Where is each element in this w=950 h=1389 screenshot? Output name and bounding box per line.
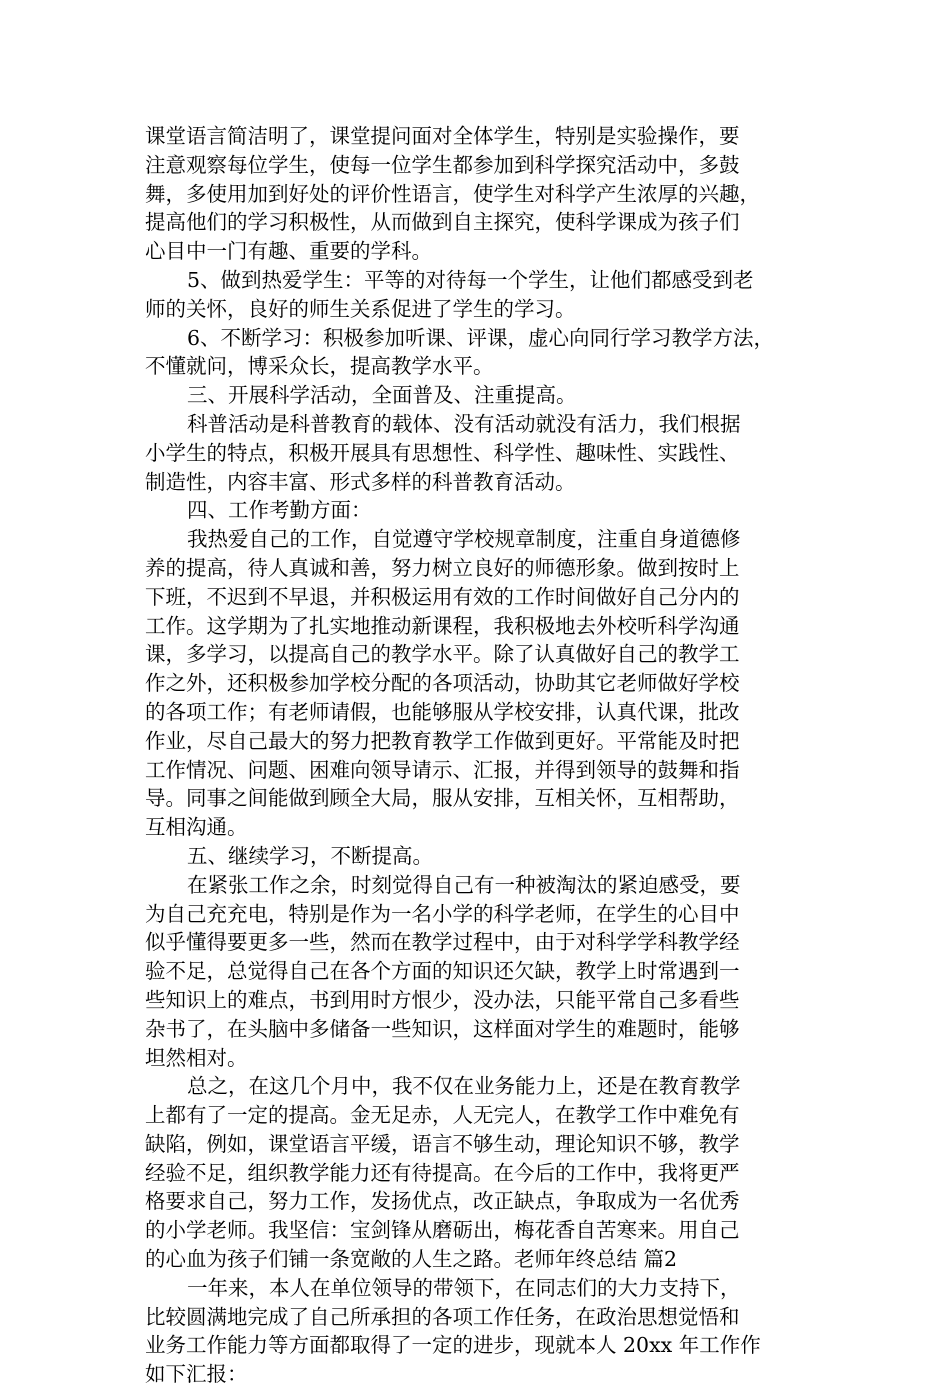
text-line: 总之，在这几个月中，我不仅在业务能力上，还是在教育教学: [187, 1074, 741, 1099]
text-line: 些知识上的难点，书到用时方恨少，没办法，只能平常自己多看些: [145, 987, 740, 1012]
text-line: 不懂就问，博采众长，提高教学水平。: [145, 354, 494, 379]
text-line: 五、继续学习，不断提高。: [187, 843, 433, 868]
text-line: 的各项工作；有老师请假，也能够服从学校安排，认真代课，批改: [145, 699, 740, 724]
text-line: 三、开展科学活动，全面普及、注重提高。: [187, 383, 577, 408]
text-line: 坦然相对。: [145, 1045, 248, 1070]
text-line: 提高他们的学习积极性，从而做到自主探究，使科学课成为孩子们: [145, 210, 740, 235]
text-line: 互相沟通。: [145, 815, 248, 840]
text-line: 业务工作能力等方面都取得了一定的进步，现就本人 20xx 年工作作: [145, 1333, 761, 1358]
text-line: 工作情况、问题、困难向领导请示、汇报，并得到领导的鼓舞和指: [145, 757, 740, 782]
text-line: 为自己充充电，特别是作为一名小学的科学老师，在学生的心目中: [145, 901, 740, 926]
text-line: 我热爱自己的工作，自觉遵守学校规章制度，注重自身道德修: [187, 527, 741, 552]
text-line: 注意观察每位学生，使每一位学生都参加到科学探究活动中，多鼓: [145, 152, 740, 177]
text-line: 缺陷，例如，课堂语言平缓，语言不够生动，理论知识不够，教学: [145, 1131, 740, 1156]
text-line: 师的关怀，良好的师生关系促进了学生的学习。: [145, 296, 576, 321]
text-line: 制造性，内容丰富、形式多样的科普教育活动。: [145, 469, 576, 494]
text-line: 下班，不迟到不早退，并积极运用有效的工作时间做好自己分内的: [145, 584, 740, 609]
text-line: 一年来，本人在单位领导的带领下，在同志们的大力支持下，: [187, 1275, 741, 1300]
text-line: 在紧张工作之余，时刻觉得自己有一种被淘汰的紧迫感受，要: [187, 872, 741, 897]
text-line: 经验不足，组织教学能力还有待提高。在今后的工作中，我将更严: [145, 1160, 740, 1185]
document-body: [145, 122, 825, 1389]
text-line: 导。同事之间能做到顾全大局，服从安排，互相关怀，互相帮助，: [145, 786, 740, 811]
text-line: 四、工作考勤方面：: [187, 498, 372, 523]
text-line: 如下汇报：: [145, 1362, 248, 1387]
text-line: 6、不断学习：积极参加听课、评课，虚心向同行学习教学方法，: [187, 325, 775, 350]
text-line: 作之外，还积极参加学校分配的各项活动，协助其它老师做好学校: [145, 671, 740, 696]
text-line: 比较圆满地完成了自己所承担的各项工作任务，在政治思想觉悟和: [145, 1304, 740, 1329]
text-line: 似乎懂得要更多一些，然而在教学过程中，由于对科学学科教学经: [145, 930, 740, 955]
text-line: 科普活动是科普教育的载体、没有活动就没有活力，我们根据: [187, 411, 741, 436]
text-line: 格要求自己，努力工作，发扬优点，改正缺点，争取成为一名优秀: [145, 1189, 740, 1214]
text-line: 的小学老师。我坚信：宝剑锋从磨砺出，梅花香自苦寒来。用自己: [145, 1218, 740, 1243]
text-line: 工作。这学期为了扎实地推动新课程，我积极地去外校听科学沟通: [145, 613, 740, 638]
text-line: 作业，尽自己最大的努力把教育教学工作做到更好。平常能及时把: [145, 728, 740, 753]
text-line: 验不足，总觉得自己在各个方面的知识还欠缺，教学上时常遇到一: [145, 959, 740, 984]
text-line: 杂书了，在头脑中多储备一些知识，这样面对学生的难题时，能够: [145, 1016, 740, 1041]
text-line: 舞，多使用加到好处的评价性语言，使学生对科学产生浓厚的兴趣，: [145, 181, 760, 206]
text-line: 课堂语言简洁明了，课堂提问面对全体学生，特别是实验操作，要: [145, 124, 740, 148]
text-line: 上都有了一定的提高。金无足赤，人无完人，在教学工作中难免有: [145, 1103, 740, 1128]
text-line: 小学生的特点，积极开展具有思想性、科学性、趣味性、实践性、: [145, 440, 740, 465]
text-line: 课，多学习，以提高自己的教学水平。除了认真做好自己的教学工: [145, 642, 740, 667]
text-line: 心目中一门有趣、重要的学科。: [145, 239, 432, 264]
text-line: 的心血为孩子们铺一条宽敞的人生之路。老师年终总结 篇2: [145, 1247, 678, 1272]
text-line: 5、做到热爱学生：平等的对待每一个学生，让他们都感受到老: [187, 267, 754, 292]
text-line: 养的提高，待人真诚和善，努力树立良好的师德形象。做到按时上: [145, 555, 740, 580]
